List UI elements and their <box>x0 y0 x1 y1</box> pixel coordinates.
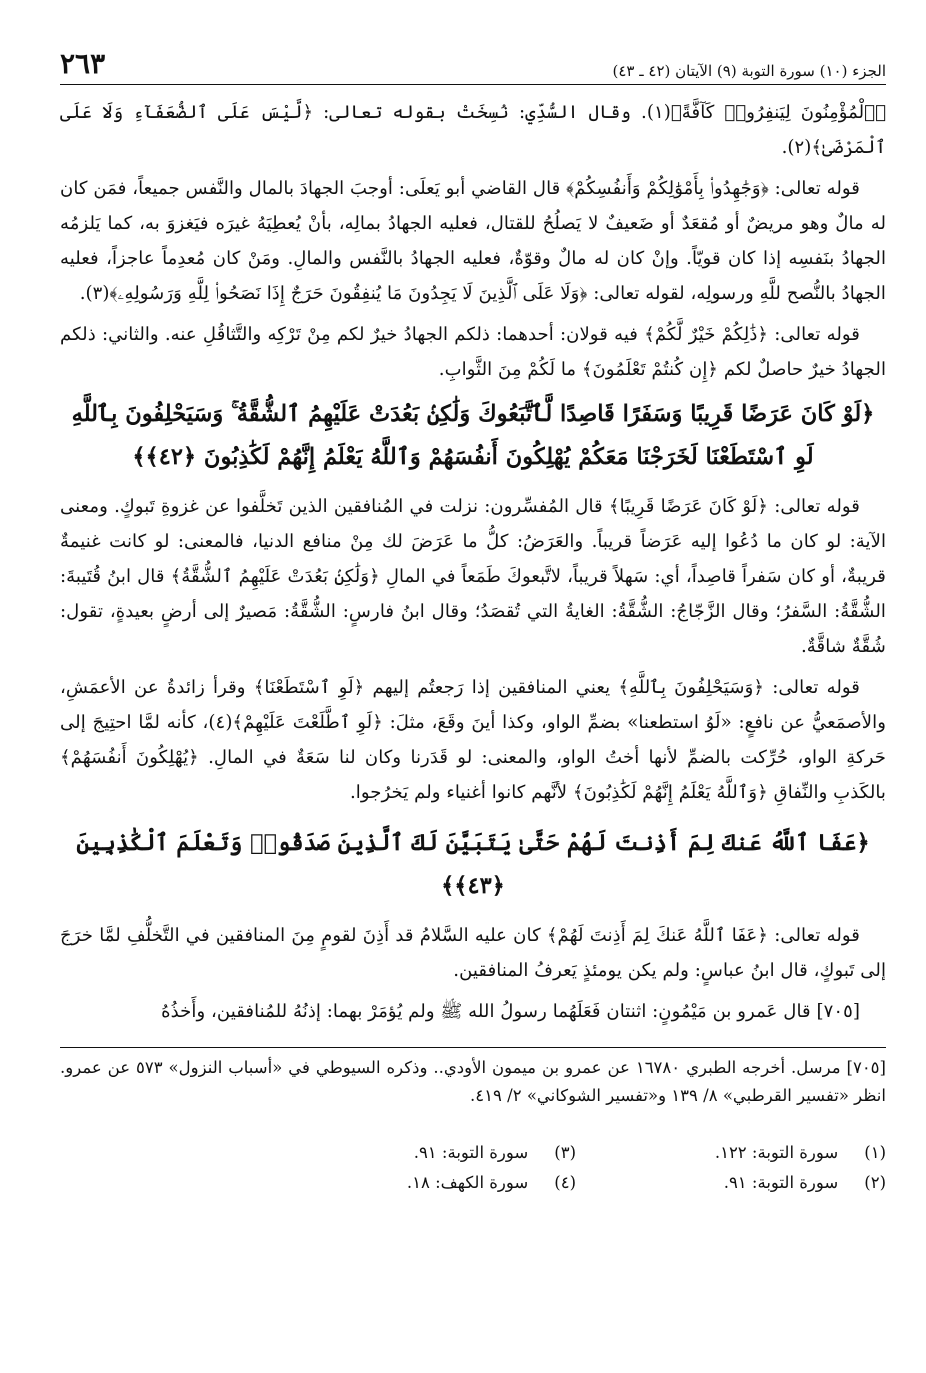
quran-verse-43: ﴿عَفَا ٱللَّهُ عَنكَ لِمَ أَذِنتَ لَهُمْ حَتَّىٰ يَتَبَيَّنَ لَكَ ٱلَّذِينَ صَدَقُوا۟ وَتَعْلَمَ ٱلْكَٰذِبِينَ ﴿٤٣﴾﴾ <box>76 830 870 899</box>
footnote-item <box>266 1168 576 1198</box>
hadith-705: [٧٠٥] قال عَمرو بن مَيْمُونٍ: اثنتان فَعَلَهُما رسولُ الله ﷺ ولم يُؤمَرْ بهما: إذنُهُ للمُنافقين، وأَخذُهُ <box>161 1001 860 1022</box>
paragraph: ﴿ٱلْمُؤْمِنُونَ لِيَنفِرُوا۟ كَآفَّةً﴾(١). وقال السُّدِّي: نُسِخَتْ بقوله تعالى: ﴿لَّيْسَ عَلَى ٱلضُّعَفَآءِ وَلَا عَلَى ٱلْمَرْضَىٰ﴾(٢). <box>60 102 886 158</box>
paragraph: قوله تعالى: ﴿وَجَٰهِدُوا۟ بِأَمْوَٰلِكُمْ وَأَنفُسِكُمْ﴾ قال القاضي أبو يَعلَى: أوجبَ الجهادَ بالمال والنَّفس جميعاً، فمَن كان له مالٌ وهو مريضٌ أو مُقعَدٌ أو ضَعيفٌ لا يَصلُحُ للقتال، فعليه الجهادُ بمالِه، بأنْ يُعطِيَهُ غيرَه فيَغزوَ به، كما يَلزمُه الجهادُ بنَفسِه إذا كان قويّاً. وإنْ كان له مالٌ وقوّةٌ، فعليه الجهادُ بالنَّفس والمالِ. ومَنْ كان مُعدِماً عاجزاً، فعليه الجهادُ بالنُّصح للَّهِ ورسولِه، لقوله تعالى: ﴿وَلَا عَلَى ٱلَّذِينَ لَا يَجِدُونَ مَا يُنفِقُونَ حَرَجٌ إِذَا نَصَحُوا۟ لِلَّهِ وَرَسُولِهِۦ﴾(٣). <box>60 178 887 304</box>
footnotes <box>266 1138 886 1198</box>
footnote-divider <box>60 1047 886 1048</box>
footnote-item <box>576 1168 886 1198</box>
book-page <box>60 40 886 1198</box>
paragraph: قوله تعالى: ﴿ذَٰلِكُمْ خَيْرٌ لَّكُمْ﴾ فيه قولان: أحدهما: ذلكم الجهادُ خيرٌ لكم مِنْ تَرْكِه والتَّثاقُلِ عنه. والثاني: ذلكم الجهادُ خيرٌ حاصلٌ لكم ﴿إِن كُنتُمْ تَعْلَمُونَ﴾ ما لَكُمْ مِنَ الثَّوابِ. <box>60 324 886 380</box>
footnote-number: (٣) <box>554 1143 576 1162</box>
hadith-note-705: [٧٠٥] مرسل. أخرجه الطبري ١٦٧٨٠ عن عمرو بن ميمون الأودي.. وذكره السيوطي في «أسباب النزول» ٥٧٣ عن عمرو. انظر «تفسير القرطبي» ٨/ ١٣٩ و«تفسير الشوكاني» ٢/ ٤١٩. <box>60 1058 886 1105</box>
page-header <box>60 40 886 85</box>
footnote-item <box>266 1138 576 1168</box>
footnote-text: سورة الكهف: ١٨. <box>406 1173 529 1192</box>
paragraph: قوله تعالى: ﴿لَوْ كَانَ عَرَضًا قَرِيبًا﴾ قال المُفسِّرون: نزلت في المُنافقين الذين تَخلَّفوا عن غزوةِ تَبوكٍ. ومعنى الآية: لو كان ما دُعُوا إليه عَرَضاً قريباً. والعَرَضُ: كلُّ ما عَرَضَ لك مِنْ منافع الدنيا، فالمعنى: لو كانت غنيمةٌ قريبةٌ، أو كان سَفراً قاصِداً، أي: سَهلاً قريباً، لاتَّبعوكَ طَمَعاً في المالِ ﴿وَلَٰكِنۢ بَعُدَتْ عَلَيْهِمُ ٱلشُّقَّةُ﴾ قال ابنُ قُتَيبةَ: الشُّقَّةُ: السَّفرُ؛ وقال الزَّجّاجُ: الشُّقَّةُ: الغايةُ التي تُقصَدُ؛ وقال ابنُ فارسٍ: الشُّقَّةُ: مَصيرٌ إلى أرضٍ بعيدةٍ، تقول: شُقَّةٌ شاقَّةٌ. <box>60 496 886 657</box>
quran-verse-42: ﴿لَوْ كَانَ عَرَضًا قَرِيبًا وَسَفَرًا قَاصِدًا لَّٱتَّبَعُوكَ وَلَٰكِنۢ بَعُدَتْ عَلَيْهِمُ ٱلشُّقَّةُ ۚ وَسَيَحْلِفُونَ بِٱللَّهِ لَوِ ٱسْتَطَعْنَا لَخَرَجْنَا مَعَكُمْ يُهْلِكُونَ أَنفُسَهُمْ وَٱللَّهُ يَعْلَمُ إِنَّهُمْ لَكَٰذِبُونَ ﴿٤٢﴾﴾ <box>71 401 875 470</box>
paragraph: قوله تعالى: ﴿عَفَا ٱللَّهُ عَنكَ لِمَ أَذِنتَ لَهُمْ﴾ كان عليه السَّلامُ قد أَذِنَ لقومٍ مِنَ المنافقين في التَّخلُّفِ لمَّا خرَجَ إلى تَبوكٍ، قال ابنُ عباسٍ: ولم يكن يومئذٍ يَعرفُ المنافقين. <box>60 925 886 981</box>
footnote-text: سورة التوبة: ٩١. <box>413 1143 529 1162</box>
footnote-text: سورة التوبة: ١٢٢. <box>714 1143 839 1162</box>
footnote-number: (٤) <box>554 1173 576 1192</box>
footnote-number: (١) <box>864 1143 886 1162</box>
page-number: ٢٦٣ <box>60 47 106 80</box>
running-title: الجزء (١٠) سورة التوبة (٩) الآيتان (٤٢ ـ ٤٣) <box>612 62 886 80</box>
footnote-number: (٢) <box>864 1173 886 1192</box>
footnote-item <box>576 1138 886 1168</box>
footnote-text: سورة التوبة: ٩١. <box>723 1173 839 1192</box>
main-text <box>60 95 886 1029</box>
paragraph: قوله تعالى: ﴿وَسَيَحْلِفُونَ بِٱللَّهِ﴾ يعني المنافقين إذا رَجعتُم إليهم ﴿لَوِ ٱسْتَطَعْنَا﴾ وقرأ زائدةُ عن الأعمَشِ، والأصمَعيُّ عن نافعٍ: «لَوُ استطعنا» بضمِّ الواو، وكذا أينَ وقَعَ، مثلَ: ﴿لَوِ ٱطَّلَعْتَ عَلَيْهِمْ﴾(٤)، كأنه لمَّا احتِيجَ إلى حَركةِ الواو، حُرِّكت بالضمِّ لأنها أختُ الواو، والمعنى: لو قَدَرنا وكان لنا سَعَةٌ في المالِ. ﴿يُهْلِكُونَ أَنفُسَهُمْ﴾ بالكَذبِ والنِّفاقِ ﴿وَٱللَّهُ يَعْلَمُ إِنَّهُمْ لَكَٰذِبُونَ﴾ لأنَّهم كانوا أغنياء ولم يَخرُجوا. <box>60 677 887 803</box>
